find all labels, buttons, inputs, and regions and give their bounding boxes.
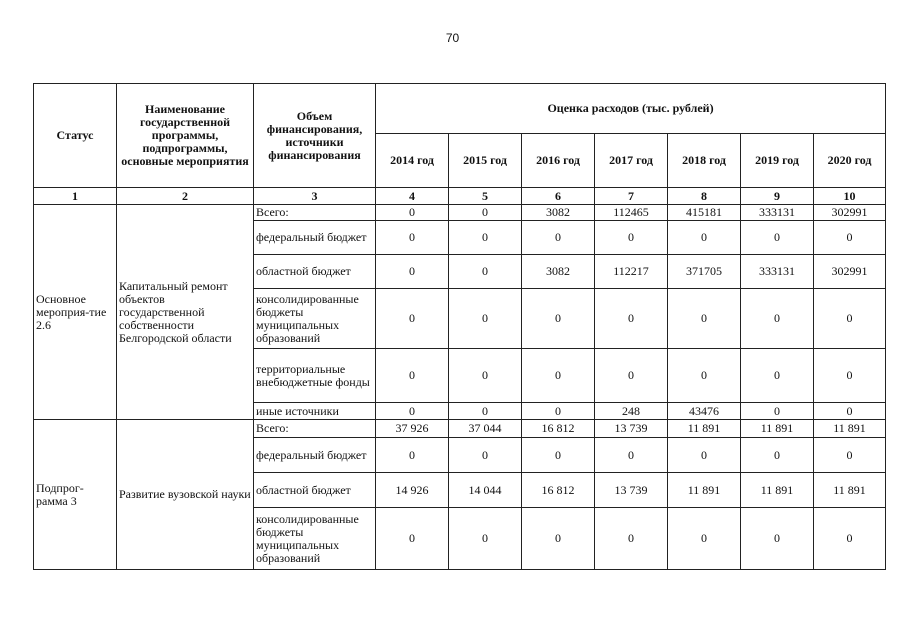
value-cell: 302991 — [814, 205, 886, 221]
value-cell: 0 — [449, 403, 522, 420]
value-cell: 0 — [741, 403, 814, 420]
value-cell: 0 — [522, 221, 595, 255]
page-number: 70 — [445, 31, 460, 45]
value-cell: 112217 — [595, 255, 668, 289]
value-cell: 16 812 — [522, 420, 595, 438]
value-cell: 0 — [741, 221, 814, 255]
column-number: 1 — [34, 188, 117, 205]
value-cell: 11 891 — [668, 420, 741, 438]
table-row — [34, 205, 886, 221]
column-number: 8 — [668, 188, 741, 205]
value-cell: 112465 — [595, 205, 668, 221]
value-cell: 0 — [376, 349, 449, 403]
column-number: 3 — [254, 188, 376, 205]
value-cell: 0 — [449, 221, 522, 255]
value-cell: 0 — [814, 403, 886, 420]
value-cell: 14 926 — [376, 473, 449, 508]
table-row — [34, 420, 886, 438]
value-cell: 0 — [741, 349, 814, 403]
value-cell: 0 — [376, 255, 449, 289]
funding-source: областной бюджет — [254, 255, 376, 289]
value-cell: 3082 — [522, 255, 595, 289]
value-cell: 0 — [741, 289, 814, 349]
column-number-row — [34, 188, 886, 205]
value-cell: 13 739 — [595, 420, 668, 438]
value-cell: 0 — [595, 349, 668, 403]
value-cell: 11 891 — [668, 473, 741, 508]
funding-source: Всего: — [254, 420, 376, 438]
value-cell: 0 — [449, 438, 522, 473]
funding-source: консолидированные бюджеты муниципальных образований — [254, 289, 376, 349]
value-cell: 11 891 — [741, 420, 814, 438]
value-cell: 415181 — [668, 205, 741, 221]
value-cell: 0 — [449, 255, 522, 289]
value-cell: 0 — [595, 221, 668, 255]
header-year-2018: 2018 год — [668, 134, 741, 188]
value-cell: 0 — [522, 438, 595, 473]
value-cell: 371705 — [668, 255, 741, 289]
header-estimate: Оценка расходов (тыс. рублей) — [376, 84, 886, 134]
value-cell: 333131 — [741, 205, 814, 221]
value-cell: 0 — [376, 508, 449, 570]
value-cell: 0 — [449, 349, 522, 403]
header-year-2014: 2014 год — [376, 134, 449, 188]
funding-source: Всего: — [254, 205, 376, 221]
funding-source: консолидированные бюджеты муниципальных образований — [254, 508, 376, 570]
value-cell: 0 — [814, 438, 886, 473]
value-cell: 0 — [376, 205, 449, 221]
column-number: 6 — [522, 188, 595, 205]
value-cell: 302991 — [814, 255, 886, 289]
column-number: 2 — [117, 188, 254, 205]
value-cell: 0 — [814, 289, 886, 349]
header-status: Статус — [34, 84, 117, 188]
value-cell: 0 — [595, 438, 668, 473]
column-number: 10 — [814, 188, 886, 205]
value-cell: 0 — [814, 508, 886, 570]
header-year-2015: 2015 год — [449, 134, 522, 188]
section-name: Капитальный ремонт объектов государственной собственности Белгородской области — [117, 205, 254, 420]
header-year-2020: 2020 год — [814, 134, 886, 188]
value-cell: 11 891 — [814, 473, 886, 508]
value-cell: 0 — [668, 221, 741, 255]
value-cell: 0 — [449, 205, 522, 221]
value-cell: 0 — [814, 221, 886, 255]
funding-source: федеральный бюджет — [254, 438, 376, 473]
value-cell: 0 — [449, 289, 522, 349]
column-number: 4 — [376, 188, 449, 205]
value-cell: 0 — [814, 349, 886, 403]
value-cell: 11 891 — [741, 473, 814, 508]
funding-source: территориальные внебюджетные фонды — [254, 349, 376, 403]
value-cell: 0 — [376, 289, 449, 349]
column-number: 5 — [449, 188, 522, 205]
funding-source: иные источники — [254, 403, 376, 420]
value-cell: 0 — [668, 438, 741, 473]
column-number: 9 — [741, 188, 814, 205]
header-year-2017: 2017 год — [595, 134, 668, 188]
value-cell: 14 044 — [449, 473, 522, 508]
value-cell: 0 — [595, 508, 668, 570]
value-cell: 0 — [668, 349, 741, 403]
value-cell: 0 — [376, 438, 449, 473]
value-cell: 37 926 — [376, 420, 449, 438]
section-name: Развитие вузовской науки — [117, 420, 254, 570]
value-cell: 13 739 — [595, 473, 668, 508]
value-cell: 3082 — [522, 205, 595, 221]
value-cell: 0 — [376, 221, 449, 255]
section-status: Подпрог-рамма 3 — [34, 420, 117, 570]
value-cell: 0 — [595, 289, 668, 349]
header-name: Наименование государственной программы, подпрограммы, основные мероприятия — [117, 84, 254, 188]
value-cell: 0 — [376, 403, 449, 420]
budget-table — [33, 83, 886, 570]
value-cell: 0 — [522, 403, 595, 420]
value-cell: 0 — [522, 508, 595, 570]
value-cell: 16 812 — [522, 473, 595, 508]
value-cell: 0 — [522, 289, 595, 349]
header-row-1 — [34, 84, 886, 134]
value-cell: 0 — [522, 349, 595, 403]
header-year-2019: 2019 год — [741, 134, 814, 188]
header-volume: Объем финансирования, источники финансирования — [254, 84, 376, 188]
section-status: Основное мероприя-тие 2.6 — [34, 205, 117, 420]
value-cell: 0 — [741, 508, 814, 570]
funding-source: областной бюджет — [254, 473, 376, 508]
value-cell: 37 044 — [449, 420, 522, 438]
value-cell: 11 891 — [814, 420, 886, 438]
value-cell: 0 — [741, 438, 814, 473]
value-cell: 0 — [668, 508, 741, 570]
value-cell: 0 — [449, 508, 522, 570]
funding-source: федеральный бюджет — [254, 221, 376, 255]
value-cell: 0 — [668, 289, 741, 349]
value-cell: 248 — [595, 403, 668, 420]
value-cell: 333131 — [741, 255, 814, 289]
header-year-2016: 2016 год — [522, 134, 595, 188]
column-number: 7 — [595, 188, 668, 205]
value-cell: 43476 — [668, 403, 741, 420]
